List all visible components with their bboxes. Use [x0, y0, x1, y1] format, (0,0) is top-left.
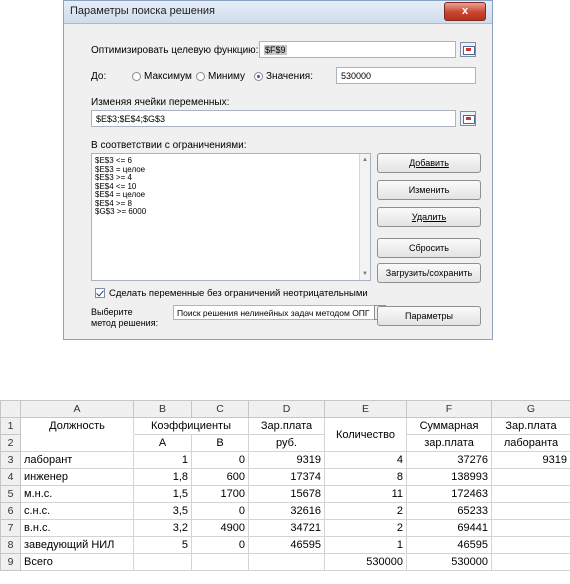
row-header[interactable]: 5: [1, 486, 21, 503]
cell-total-salary[interactable]: 69441: [407, 520, 492, 537]
table-row: [1, 503, 570, 520]
cell-total-salary[interactable]: 37276: [407, 452, 492, 469]
cell-a1[interactable]: Должность: [21, 418, 134, 435]
radio-min[interactable]: [196, 72, 205, 81]
cell-position[interactable]: заведующий НИЛ: [21, 537, 134, 554]
cell-salary[interactable]: 46595: [249, 537, 325, 554]
cell-g1[interactable]: Зар.плата: [492, 418, 570, 435]
spreadsheet-grid: [0, 400, 570, 571]
cell-total-label[interactable]: Всего: [21, 554, 134, 571]
table-row: [1, 520, 570, 537]
cell-position[interactable]: м.н.с.: [21, 486, 134, 503]
variable-cells-input[interactable]: [91, 110, 456, 127]
column-header[interactable]: A: [21, 401, 134, 418]
column-header[interactable]: D: [249, 401, 325, 418]
cell-position[interactable]: с.н.с.: [21, 503, 134, 520]
cell-b2[interactable]: А: [134, 435, 192, 452]
table-row: [1, 452, 570, 469]
parameters-button-label: Параметры: [405, 311, 453, 321]
cell-coef-b[interactable]: 600: [192, 469, 249, 486]
cell-lab-salary[interactable]: [492, 520, 570, 537]
cell-quantity[interactable]: 4: [325, 452, 407, 469]
cell-empty[interactable]: [249, 554, 325, 571]
row-header[interactable]: 3: [1, 452, 21, 469]
cell-quantity[interactable]: 2: [325, 503, 407, 520]
delete-button[interactable]: [377, 207, 481, 227]
variable-cells-value: $E$3;$E$4;$G$3: [96, 114, 166, 124]
cell-coef-a[interactable]: 3,5: [134, 503, 192, 520]
method-select[interactable]: [173, 305, 386, 320]
add-button[interactable]: [377, 153, 481, 173]
add-button-label: Добавить: [409, 158, 449, 168]
table-row: [1, 537, 570, 554]
cell-total-salary[interactable]: 46595: [407, 537, 492, 554]
cell-coef-b[interactable]: 0: [192, 537, 249, 554]
table-row: [1, 469, 570, 486]
table-row: [1, 486, 570, 503]
solver-dialog: [63, 0, 493, 340]
column-header[interactable]: C: [192, 401, 249, 418]
close-button[interactable]: x: [444, 2, 486, 21]
table-row-total: [1, 554, 570, 571]
cell-quantity[interactable]: 8: [325, 469, 407, 486]
cell-d1[interactable]: Зар.плата: [249, 418, 325, 435]
constraint-item[interactable]: $G$3 >= 6000: [95, 207, 147, 216]
cell-salary[interactable]: 17374: [249, 469, 325, 486]
constraint-item[interactable]: $E$4 >= 8: [95, 198, 132, 208]
cell-total-salary[interactable]: 138993: [407, 469, 492, 486]
objective-range-picker-icon[interactable]: [460, 42, 476, 57]
radio-max[interactable]: [132, 72, 141, 81]
dialog-title: Параметры поиска решения: [70, 5, 215, 17]
cell-f1[interactable]: Суммарная: [407, 418, 492, 435]
cell-position[interactable]: инженер: [21, 469, 134, 486]
cell-salary[interactable]: 32616: [249, 503, 325, 520]
cell-lab-salary[interactable]: 9319: [492, 452, 570, 469]
cell-a2[interactable]: [21, 435, 134, 452]
cell-b1-coefficients[interactable]: Коэффициенты: [134, 418, 249, 435]
dialog-titlebar: [64, 1, 492, 24]
row-header[interactable]: 8: [1, 537, 21, 554]
constraint-item[interactable]: $E$3 >= 4: [95, 173, 132, 182]
scroll-down-arrow-icon[interactable]: ▼: [362, 271, 368, 277]
cell-coef-a[interactable]: 5: [134, 537, 192, 554]
method-label-line2: метод решения:: [91, 318, 159, 328]
column-header[interactable]: F: [407, 401, 492, 418]
reset-button-label: Сбросить: [408, 243, 449, 253]
row-header[interactable]: 6: [1, 503, 21, 520]
constraint-item[interactable]: $E$4 <= 10: [95, 181, 137, 191]
cell-coef-b[interactable]: 0: [192, 452, 249, 469]
cell-coef-b[interactable]: 4900: [192, 520, 249, 537]
scroll-up-arrow-icon[interactable]: ▲: [362, 157, 368, 163]
cell-empty[interactable]: [492, 554, 570, 571]
cell-quantity[interactable]: 2: [325, 520, 407, 537]
cell-f2[interactable]: зар.плата: [407, 435, 492, 452]
row-header[interactable]: 1: [1, 418, 21, 435]
target-value-input[interactable]: [336, 67, 476, 84]
change-button[interactable]: [377, 180, 481, 200]
cell-position[interactable]: в.н.с.: [21, 520, 134, 537]
cell-total-salary[interactable]: 172463: [407, 486, 492, 503]
cell-empty[interactable]: [134, 554, 192, 571]
row-header[interactable]: 7: [1, 520, 21, 537]
table-row: [1, 435, 570, 452]
cell-total-salary[interactable]: 65233: [407, 503, 492, 520]
cell-g2[interactable]: лаборанта: [492, 435, 570, 452]
method-label-line1: Выберите: [91, 307, 133, 317]
column-headers: [1, 401, 570, 418]
cell-quantity[interactable]: 1: [325, 537, 407, 554]
constraints-scrollbar[interactable]: [359, 154, 370, 280]
cell-coef-a[interactable]: 1,5: [134, 486, 192, 503]
target-value: 530000: [341, 71, 372, 81]
cell-empty[interactable]: [192, 554, 249, 571]
cell-total-sum[interactable]: 530000: [407, 554, 492, 571]
cell-e1-quantity[interactable]: Количество: [325, 418, 407, 452]
variables-range-picker-icon[interactable]: [460, 111, 476, 126]
cell-coef-b[interactable]: 0: [192, 503, 249, 520]
constraints-label: В соответствии с ограничениями:: [91, 140, 247, 151]
cell-salary[interactable]: 15678: [249, 486, 325, 503]
cell-coef-a[interactable]: 3,2: [134, 520, 192, 537]
cell-c2[interactable]: В: [192, 435, 249, 452]
cell-position[interactable]: лаборант: [21, 452, 134, 469]
cell-lab-salary[interactable]: [492, 469, 570, 486]
constraints-items: [95, 157, 146, 217]
radio-min-label: Миниму: [208, 71, 246, 82]
objective-label: Оптимизировать целевую функцию:: [91, 45, 259, 56]
column-header[interactable]: G: [492, 401, 570, 418]
nonnegative-checkbox[interactable]: [95, 288, 105, 298]
parameters-button[interactable]: [377, 306, 481, 326]
to-label: До:: [91, 71, 107, 82]
cell-lab-salary[interactable]: [492, 486, 570, 503]
change-button-label: Изменить: [408, 185, 450, 195]
cell-salary[interactable]: 34721: [249, 520, 325, 537]
column-header[interactable]: E: [325, 401, 407, 418]
objective-value: $F$9: [265, 45, 286, 55]
load-save-button-label: Загрузить/сохранить: [385, 268, 473, 278]
table-row: [1, 418, 570, 435]
constraint-item[interactable]: $E$4 = целое: [95, 190, 146, 199]
column-header[interactable]: B: [134, 401, 192, 418]
cell-salary[interactable]: 9319: [249, 452, 325, 469]
cell-d2[interactable]: руб.: [249, 435, 325, 452]
cell-lab-salary[interactable]: [492, 537, 570, 554]
cell-lab-salary[interactable]: [492, 503, 570, 520]
nonnegative-label: Сделать переменные без ограничений неотрицательными: [109, 288, 368, 299]
radio-max-label: Максимум: [144, 71, 192, 82]
constraint-item[interactable]: $E$3 <= 6: [95, 156, 132, 165]
load-save-button[interactable]: [377, 263, 481, 283]
constraints-list[interactable]: [91, 153, 371, 281]
reset-button[interactable]: [377, 238, 481, 258]
objective-input[interactable]: [259, 41, 456, 58]
row-header[interactable]: 2: [1, 435, 21, 452]
row-header[interactable]: 4: [1, 469, 21, 486]
select-all-corner[interactable]: [1, 401, 21, 418]
row-header[interactable]: 9: [1, 554, 21, 571]
cell-coef-a[interactable]: 1,8: [134, 469, 192, 486]
cell-quantity[interactable]: 11: [325, 486, 407, 503]
delete-button-label: Удалить: [411, 212, 447, 222]
cell-total-quantity[interactable]: 530000: [325, 554, 407, 571]
cell-coef-b[interactable]: 1700: [192, 486, 249, 503]
radio-value-label: Значения:: [266, 71, 313, 82]
vars-label: Изменяя ячейки переменных:: [91, 97, 230, 108]
method-select-value: Поиск решения нелинейных задач методом ОПГ: [177, 308, 370, 318]
constraint-item[interactable]: $E$3 = целое: [95, 164, 146, 174]
cell-coef-a[interactable]: 1: [134, 452, 192, 469]
radio-value[interactable]: [254, 72, 263, 81]
